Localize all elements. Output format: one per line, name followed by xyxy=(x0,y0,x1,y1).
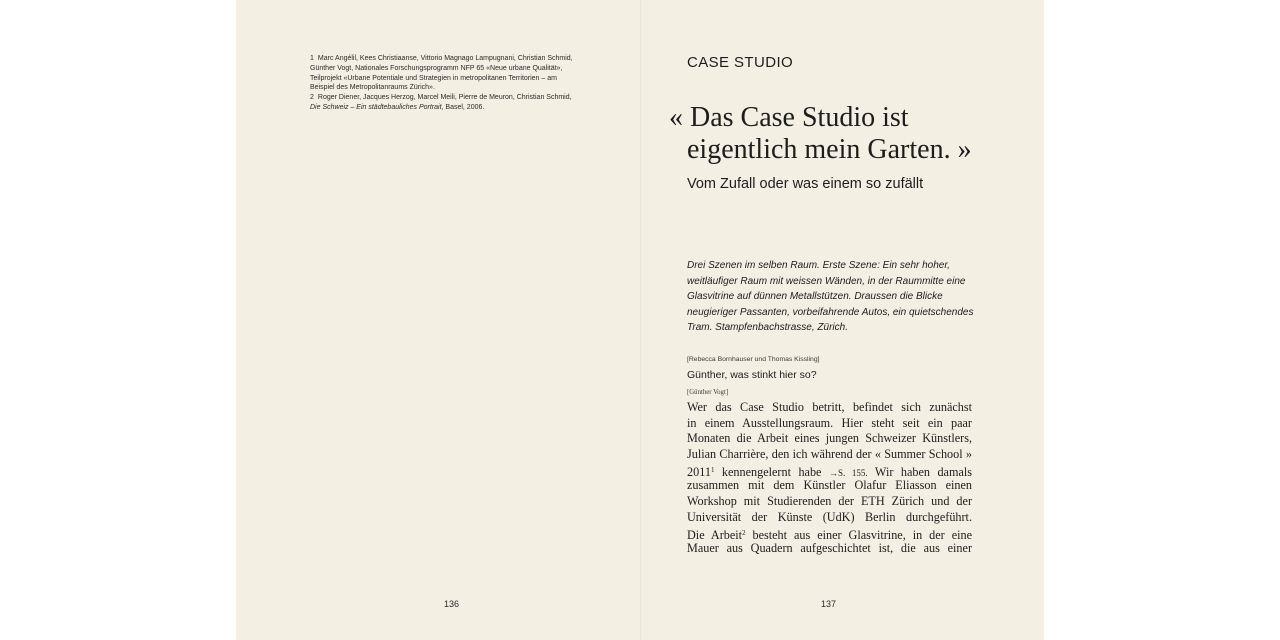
intro-line: Glasvitrine auf dünnen Metallstützen. Draussen die Blicke xyxy=(687,291,943,303)
footnote-text-line: , Basel, 2006. xyxy=(441,103,485,111)
chapter-subtitle: Vom Zufall oder was einem so zufällt xyxy=(687,176,924,192)
body-text xyxy=(687,400,972,557)
body-line: Julian Charrière, den ich während der « Summer School » xyxy=(687,447,972,462)
footnote-text-line: Beispiel des Metropolitanraums Zürich». xyxy=(310,84,435,92)
footnote-2 xyxy=(310,93,600,113)
body-line: Universität der Künste (UdK) Berlin durchgeführt. xyxy=(687,509,972,524)
body-line: Wer das Case Studio betritt, befindet sich zunächst xyxy=(687,400,972,414)
footnote-text-line: Teilprojekt «Urbane Potentiale und Strategien in metropolitanen Territorien – am xyxy=(310,74,557,82)
speaker-label-interviewee: [Günther Vogt] xyxy=(687,389,729,396)
footnote-reference-1: 1 xyxy=(710,465,715,474)
right-page xyxy=(641,0,1044,640)
body-line: in einem Ausstellungsraum. Hier steht seit ein paar xyxy=(687,415,972,430)
body-text-segment: Die Arbeit xyxy=(687,527,743,542)
intro-paragraph xyxy=(687,258,987,336)
page-cross-reference: →S. 155. xyxy=(828,467,868,478)
footnotes xyxy=(310,54,600,113)
body-text-segment: besteht aus einer Glasvitrine, in der eine xyxy=(745,527,972,542)
body-text-segment: Wir haben damals xyxy=(867,464,972,479)
body-line xyxy=(687,526,972,542)
speaker-label-interviewers: [Rebecca Bornhauser und Thomas Kissling] xyxy=(687,356,820,363)
footnote-1 xyxy=(310,54,600,93)
body-text-segment: kennengelernt habe xyxy=(714,464,829,479)
footnote-text-line: Günther Vogt, Nationales Forschungsprogramm NFP 65 «Neue urbane Qualität», xyxy=(310,64,563,72)
title-line-2: eigentlich mein Garten. » xyxy=(687,134,972,165)
interview-question: Günther, was stinkt hier so? xyxy=(687,369,817,381)
body-line xyxy=(687,463,972,479)
intro-line: Tram. Stampfenbachstrasse, Zürich. xyxy=(687,322,848,334)
footnote-book-title: Die Schweiz – Ein städtebauliches Portrait xyxy=(310,103,442,111)
body-line: Workshop mit Studierenden der ETH Zürich und der xyxy=(687,494,972,509)
page-number-left: 136 xyxy=(444,599,460,609)
footnote-text-line: Roger Diener, Jacques Herzog, Marcel Meili, Pierre de Meuron, Christian Schmid, xyxy=(317,94,572,102)
footnote-text-line: Marc Angélil, Kees Christiaanse, Vittorio Magnago Lampugnani, Christian Schmid, xyxy=(317,55,573,62)
title-line-1: « Das Case Studio ist xyxy=(669,102,909,133)
body-line: zusammen mit dem Künstler Olafur Eliasson einen xyxy=(687,478,972,493)
intro-line: Drei Szenen im selben Raum. Erste Szene: Ein sehr hoher, xyxy=(687,260,950,271)
body-line: Monaten die Arbeit eines jungen Schweizer Künstlers, xyxy=(687,431,972,446)
left-page xyxy=(236,0,640,640)
body-line: Mauer aus Quadern aufgeschichtet ist, die aus einer xyxy=(687,541,972,556)
book-spread xyxy=(236,0,1044,640)
footnote-number: 1 xyxy=(310,55,314,62)
body-text-segment: 2011 xyxy=(687,464,711,479)
footnote-reference-2: 2 xyxy=(742,528,746,537)
section-label: CASE STUDIO xyxy=(687,54,794,71)
intro-line: weitläufiger Raum mit weissen Wänden, in der Raummitte eine xyxy=(687,275,966,287)
intro-line: neugieriger Passanten, vorbeifahrende Autos, ein quietschendes xyxy=(687,306,974,318)
page-number-right: 137 xyxy=(821,599,837,609)
footnote-number: 2 xyxy=(310,94,314,102)
chapter-title xyxy=(669,102,1009,166)
